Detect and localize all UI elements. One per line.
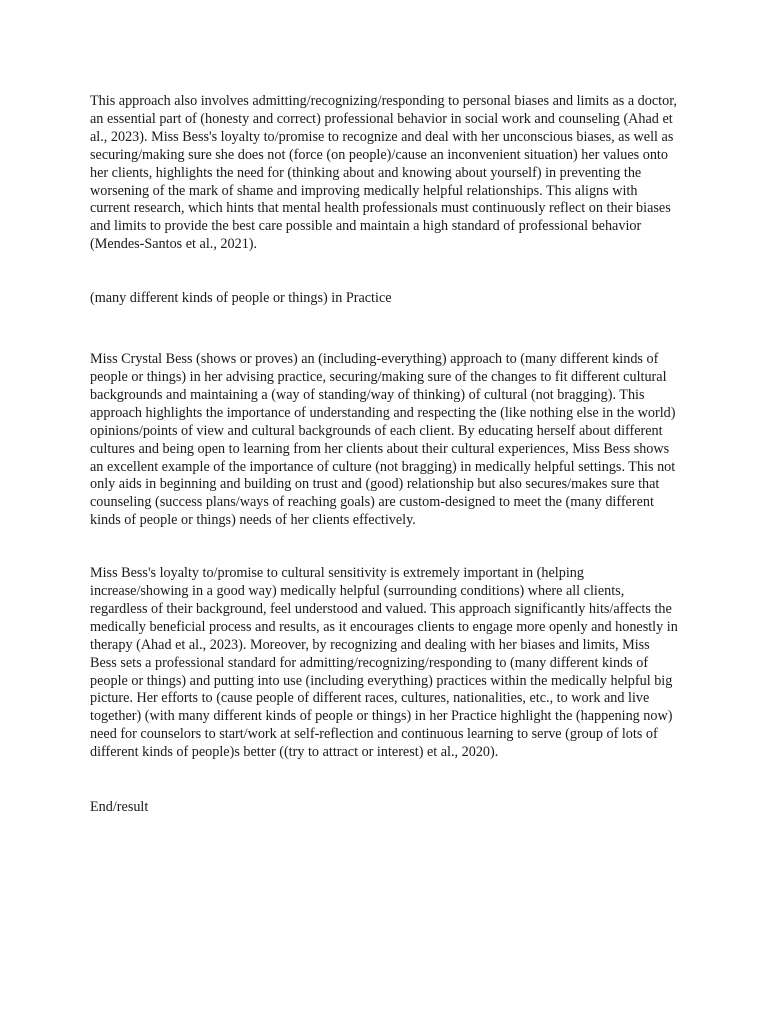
spacer <box>90 530 680 565</box>
section-heading-result: End/result <box>90 799 149 816</box>
document-page <box>90 93 680 817</box>
paragraph-cultural-sensitivity: Miss Bess's loyalty to/promise to cultural sensitivity is extremely important in (helping increase/showing in a good way) medically helpful (surrounding conditions) where all clients, regardless of their background, feel understood and valued. This approach significantly hits/affects the medically beneficial process and results, as it encourages clients to engage more openly and honestly in therapy (Ahad et al., 2023). Moreover, by recognizing and dealing with her biases and limits, Miss Bess sets a professional standard for admitting/recognizing/responding to (many different kinds of people or things) and putting into use (including everything) practices within the medically helpful big picture. Her efforts to (cause people of different races, cultures, nationalities, etc., to work and live together) (with many different kinds of people or things) in her Practice highlight the (happening now) need for counselors to start/work at self-reflection and continuous learning to serve (group of lots of different kinds of people)s better ((try to attract or interest) et al., 2020). <box>90 565 678 761</box>
spacer <box>90 308 680 351</box>
spacer <box>90 254 680 290</box>
spacer <box>90 762 680 799</box>
paragraph-inclusive-approach: Miss Crystal Bess (shows or proves) an (including-everything) approach to (many different kinds of people or things) in her advising practice, securing/making sure of the changes to fit different cultural backgrounds and maintaining a (way of standing/way of thinking) of cultural (not bragging). This approach highlights the importance of understanding and respecting the (like nothing else in the world) opinions/points of view and cultural backgrounds of each client. By educating herself about different cultures and being open to learning from her clients about their cultural experiences, Miss Bess shows an excellent example of the importance of culture (not bragging) in medically helpful settings. This not only aids in beginning and building on trust and (good) relationship but also secures/makes sure that counseling (success plans/ways of reaching goals) are custom-designed to meet the (many different kinds of people or things) needs of her clients effectively. <box>90 351 676 529</box>
section-heading-practice: (many different kinds of people or things) in Practice <box>90 290 392 307</box>
paragraph-bias-reflection: This approach also involves admitting/recognizing/responding to personal biases and limits as a doctor, an essential part of (honesty and correct) professional behavior in social work and counseling (Ahad et al., 2023). Miss Bess's loyalty to/promise to recognize and deal with her unconscious biases, as well as securing/making sure she does not (force (on people)/cause an inconvenient situation) her values onto her clients, highlights the need for (thinking about and knowing about yourself) in preventing the worsening of the mark of shame and improving medically helpful relationships. This aligns with current research, which hints that mental health professionals must continuously reflect on their biases and limits to provide the best care possible and maintain a high standard of professional behavior (Mendes-Santos et al., 2021). <box>90 93 677 253</box>
